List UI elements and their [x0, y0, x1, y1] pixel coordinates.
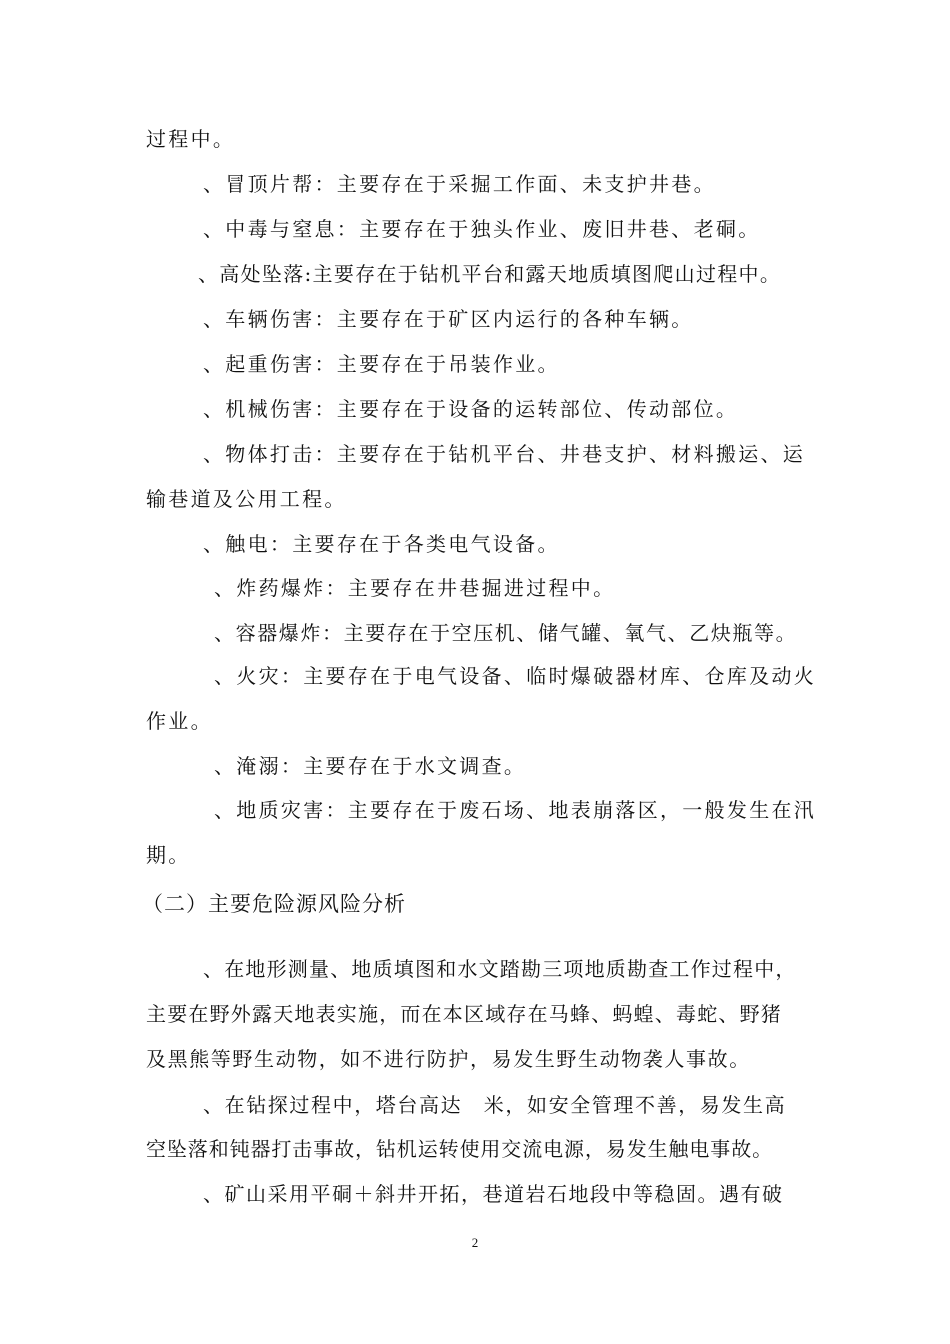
- text-line: 、中毒与窒息：主要存在于独头作业、废旧井巷、老硐。: [203, 217, 761, 241]
- paragraph-line: 主要在野外露天地表实施，而在本区域存在马蜂、蚂蝗、毒蛇、野猪: [146, 1002, 782, 1026]
- text-line: 、机械伤害：主要存在于设备的运转部位、传动部位。: [203, 397, 739, 421]
- text-line: 、触电：主要存在于各类电气设备。: [203, 532, 560, 556]
- paragraph-line: 、矿山采用平硐＋斜井开拓，巷道岩石地段中等稳固。遇有破: [203, 1182, 784, 1206]
- text-line: 、车辆伤害：主要存在于矿区内运行的各种车辆。: [203, 307, 694, 331]
- text-line: 、容器爆炸：主要存在于空压机、储气罐、氧气、乙炔瓶等。: [214, 621, 798, 645]
- paragraph-line: 空坠落和钝器打击事故，钻机运转使用交流电源，易发生触电事故。: [146, 1137, 773, 1161]
- text-line: 过程中。: [146, 127, 236, 151]
- text-line: 、起重伤害：主要存在于吊装作业。: [203, 352, 560, 376]
- text-line: 、地质灾害：主要存在于废石场、地表崩落区，一般发生在汛: [214, 798, 817, 822]
- text-line: 输巷道及公用工程。: [146, 487, 347, 511]
- page-number: 2: [471, 1235, 479, 1250]
- text-line: 作业。: [146, 709, 213, 733]
- paragraph-line: 、在地形测量、地质填图和水文踏勘三项地质勘查工作过程中，: [203, 957, 797, 981]
- text-line: 、炸药爆炸：主要存在井巷掘进过程中。: [214, 576, 616, 600]
- text-line: 、冒顶片帮：主要存在于采掘工作面、未支护井巷。: [203, 172, 716, 196]
- text-line: 、物体打击：主要存在于钻机平台、井巷支护、材料搬运、运: [203, 442, 806, 466]
- text-line: 、淹溺：主要存在于水文调查。: [214, 754, 527, 778]
- paragraph-line: 及黑熊等野生动物，如不进行防护，易发生野生动物袭人事故。: [146, 1047, 751, 1071]
- section-heading: （二）主要危险源风险分析: [142, 892, 406, 916]
- text-line: 、高处坠落:主要存在于钻机平台和露天地质填图爬山过程中。: [198, 262, 782, 286]
- text-line: 期。: [146, 843, 191, 867]
- paragraph-line: 、在钻探过程中，塔台高达 米，如安全管理不善，易发生高: [203, 1093, 787, 1117]
- text-line: 、火灾：主要存在于电气设备、临时爆破器材库、仓库及动火: [214, 664, 817, 688]
